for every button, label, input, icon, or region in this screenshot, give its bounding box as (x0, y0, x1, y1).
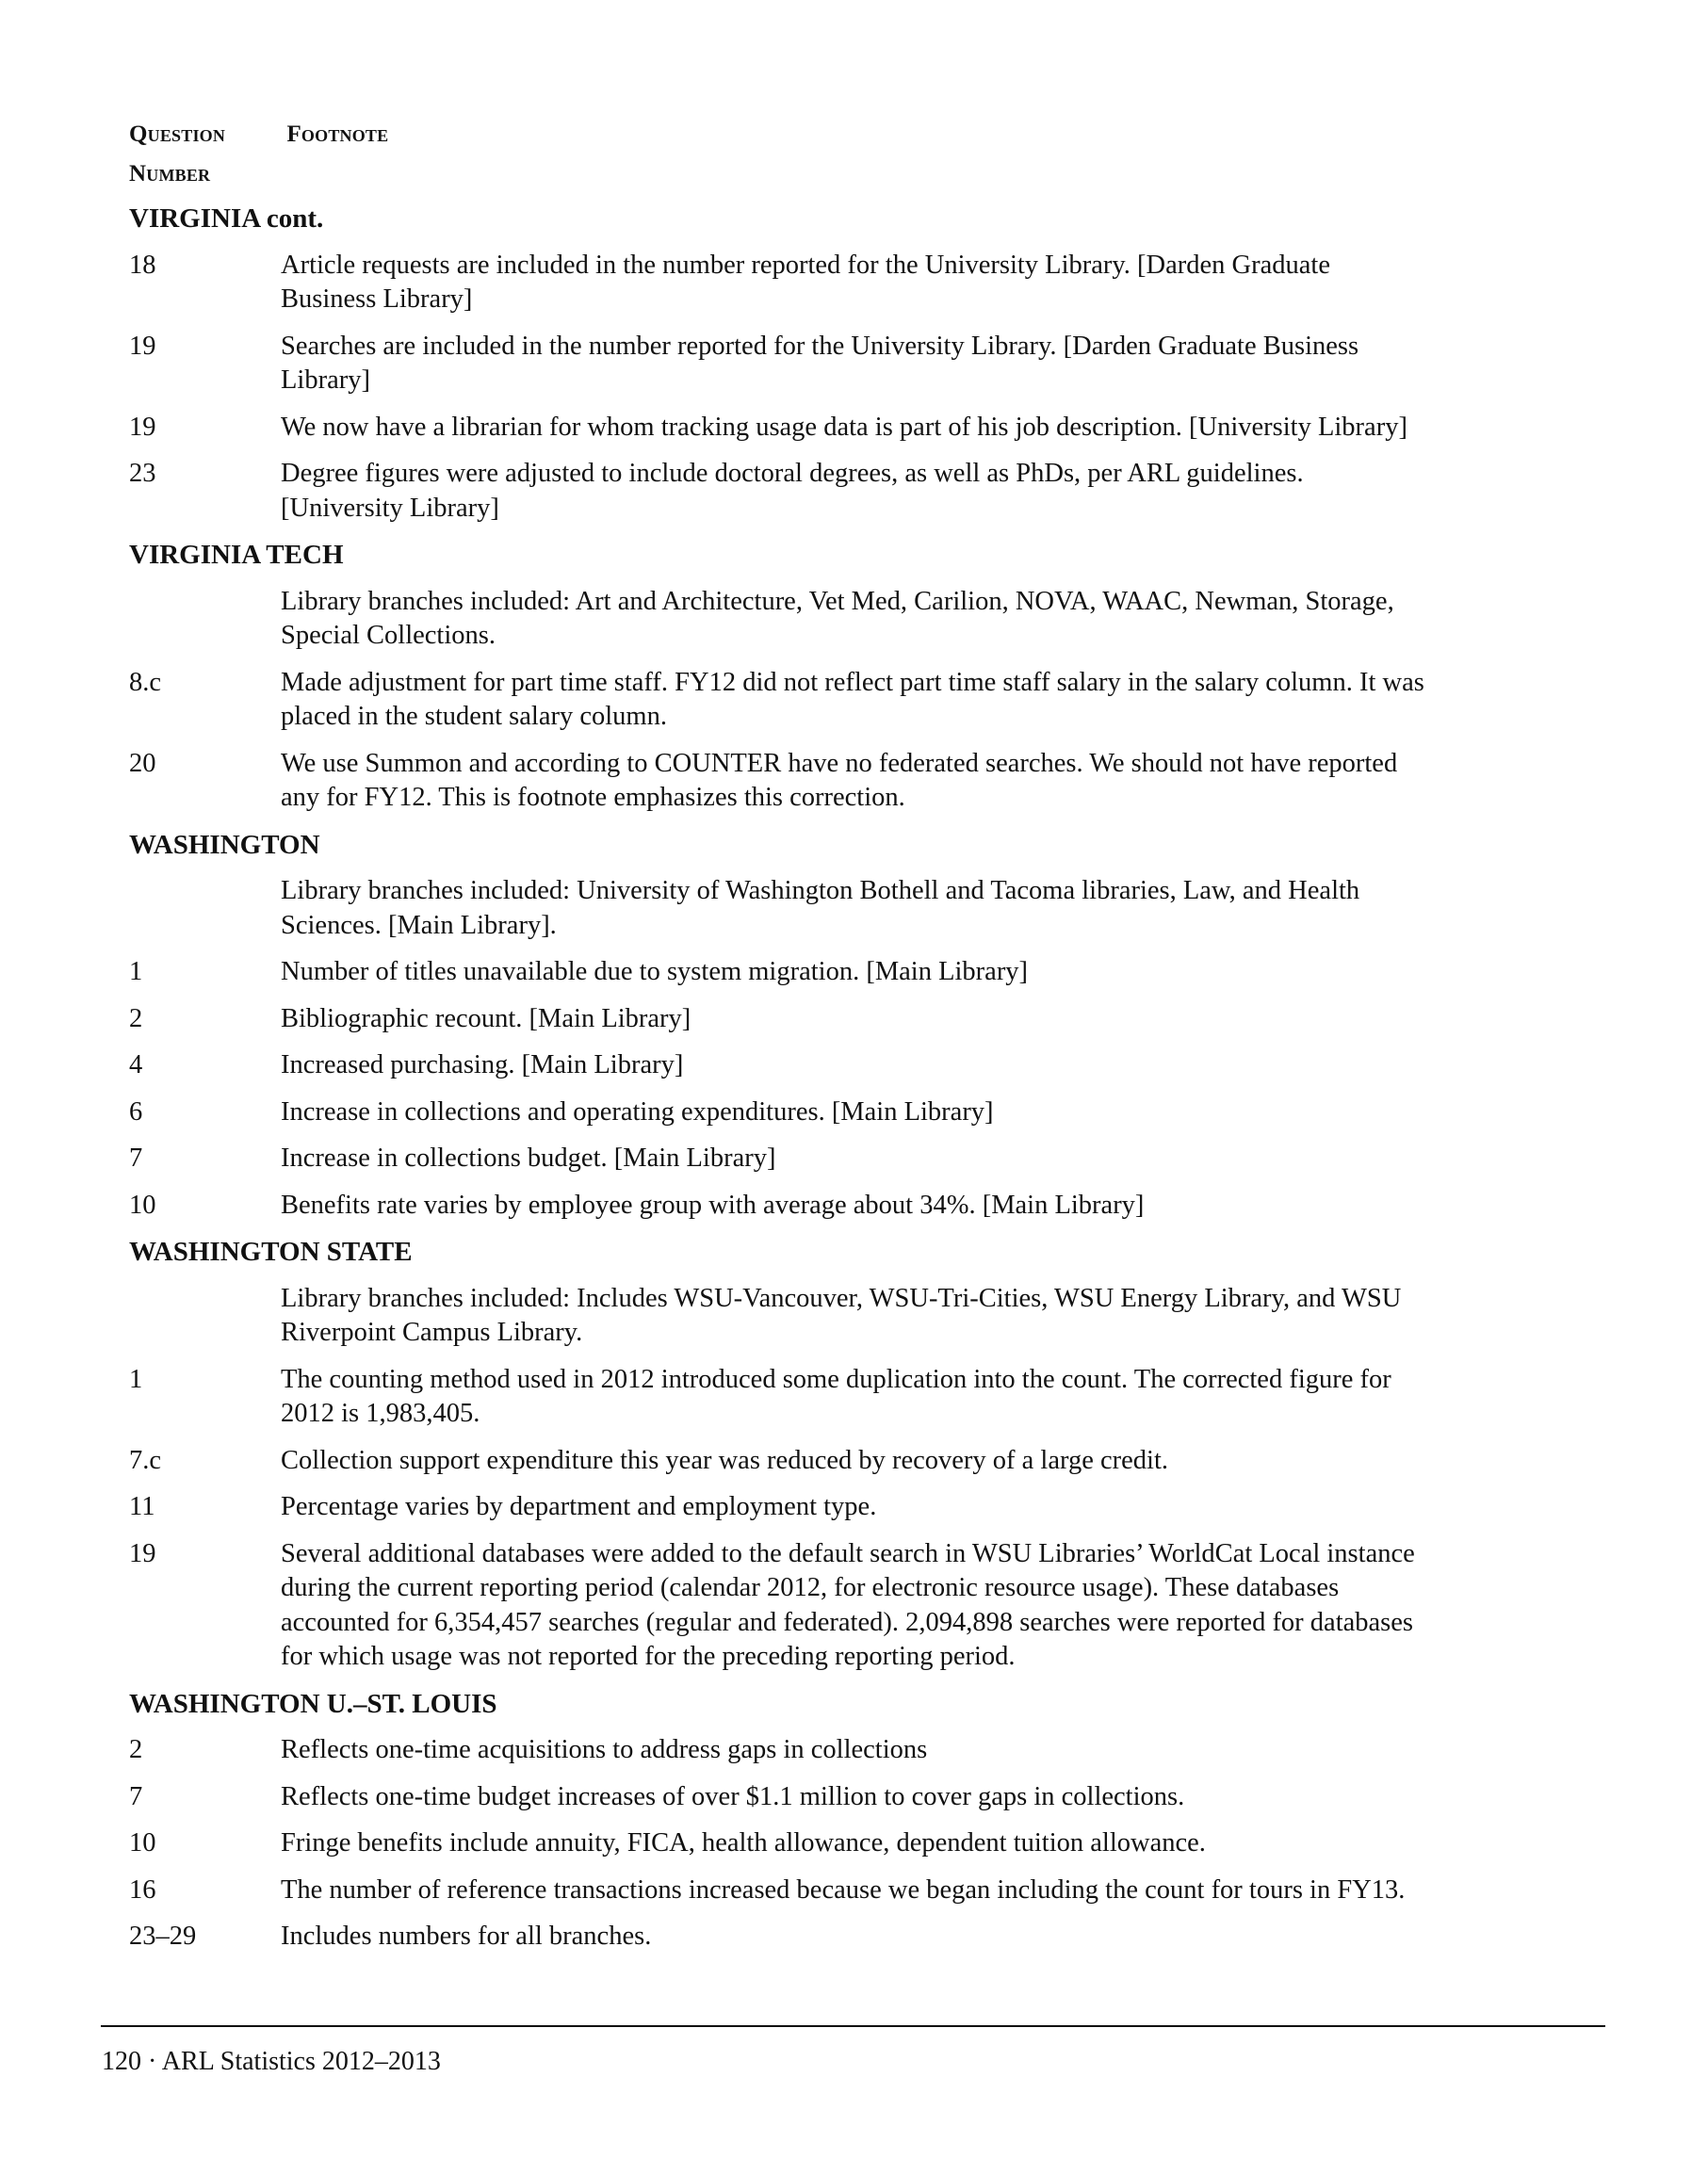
footnote-row (129, 585, 1608, 654)
question-number: 6 (129, 1096, 143, 1127)
column-headers (129, 115, 388, 194)
footnote-text (281, 457, 1608, 526)
footnote-row (129, 1002, 1608, 1037)
question-number (129, 1282, 281, 1351)
footnote-line: We now have a librarian for whom tracking usage data is part of his job description. [University Library] (281, 412, 1407, 442)
footnote-row (129, 1780, 1608, 1815)
footnotes-list (129, 202, 1608, 1967)
footnote-line: Several additional databases were added to the default search in WSU Libraries’ WorldCat Local instance (281, 1538, 1415, 1568)
footnote-line: We use Summon and according to COUNTER have no federated searches. We should not have reported (281, 748, 1398, 778)
question-number: 11 (129, 1492, 155, 1521)
footnote-row (129, 1874, 1608, 1908)
footnote-line: Increased purchasing. [Main Library] (281, 1050, 684, 1079)
footnote-row (129, 955, 1608, 990)
footnote-line: Number of titles unavailable due to system migration. [Main Library] (281, 957, 1029, 986)
footnote-text (281, 1444, 1608, 1479)
footnote-line: during the current reporting period (calendar 2012, for electronic resource usage). These databases (281, 1573, 1340, 1602)
footnote-line: Library branches included: University of Washington Bothell and Tacoma libraries, Law, and Health (281, 876, 1360, 905)
footnote-line: Collection support expenditure this year was reduced by recovery of a large credit. (281, 1445, 1169, 1475)
footnote-text (281, 411, 1608, 446)
question-number: 16 (129, 1874, 156, 1905)
question-number: 20 (129, 748, 156, 778)
footnote-text (281, 1048, 1608, 1083)
footer-divider (101, 2025, 1605, 2027)
footnote-row (129, 1920, 1608, 1955)
footnote-line: Special Collections. (281, 621, 496, 650)
footnote-row (129, 1095, 1608, 1130)
question-number: 23–29 (129, 1922, 197, 1951)
footnote-text (281, 1733, 1608, 1768)
footnote-line: Reflects one-time budget increases of over $1.1 million to cover gaps in collections. (281, 1781, 1185, 1811)
footnote-text (281, 1826, 1608, 1861)
section-heading: WASHINGTON (129, 829, 320, 860)
footnote-text (281, 1142, 1608, 1176)
footnote-line: Percentage varies by department and employment type. (281, 1492, 877, 1521)
footnote-row (129, 747, 1608, 816)
footnote-row (129, 1282, 1608, 1351)
question-number: 10 (129, 1828, 156, 1858)
question-number: 7.c (129, 1445, 162, 1475)
question-number: 2 (129, 1003, 143, 1033)
footnote-line: Sciences. [Main Library]. (281, 910, 557, 940)
footnote-text (281, 1282, 1608, 1351)
question-header-line1: Question (129, 122, 226, 147)
footnote-line: [University Library] (281, 493, 499, 523)
footnote-line: 2012 is 1,983,405. (281, 1399, 480, 1428)
footnote-row (129, 1048, 1608, 1083)
footnote-row (129, 1826, 1608, 1861)
footnote-row (129, 1537, 1608, 1675)
footnote-text (281, 1780, 1608, 1815)
footnote-row (129, 874, 1608, 943)
footnote-line: Searches are included in the number reported for the University Library. [Darden Graduate Business (281, 331, 1359, 361)
section-heading: VIRGINIA TECH (129, 540, 344, 570)
publication-title: ARL Statistics 2012–2013 (161, 2047, 441, 2076)
footnote-line: The number of reference transactions increased because we began including the count for tours in FY13. (281, 1874, 1406, 1905)
footnote-text (281, 1363, 1608, 1432)
footnote-line: Fringe benefits include annuity, FICA, health allowance, dependent tuition allowance. (281, 1828, 1206, 1858)
footnote-row (129, 1490, 1608, 1525)
footnote-line: Increase in collections and operating expenditures. [Main Library] (281, 1096, 994, 1127)
footnote-row (129, 1189, 1608, 1224)
footnote-row (129, 249, 1608, 317)
footnote-row (129, 666, 1608, 735)
question-number: 2 (129, 1735, 143, 1764)
footnote-row (129, 1142, 1608, 1176)
footnote-text (281, 1490, 1608, 1525)
footnote-line: accounted for 6,354,457 searches (regular and federated). 2,094,898 searches were reported for databases (281, 1607, 1413, 1637)
footnote-row (129, 411, 1608, 446)
question-number: 8.c (129, 667, 162, 697)
footnote-text (281, 1189, 1608, 1224)
footnote-text (281, 1920, 1608, 1955)
footnote-text (281, 874, 1608, 943)
footnote-row (129, 1363, 1608, 1432)
footnote-row (129, 1444, 1608, 1479)
question-number: 7 (129, 1781, 143, 1811)
footnote-text (281, 330, 1608, 398)
footnote-row (129, 1733, 1608, 1768)
footnote-line: Riverpoint Campus Library. (281, 1318, 583, 1347)
footnote-line: Reflects one-time acquisitions to address gaps in collections (281, 1735, 928, 1764)
question-number: 18 (129, 250, 156, 280)
footnote-line: Business Library] (281, 284, 473, 314)
footnote-text (281, 585, 1608, 654)
footnote-text (281, 666, 1608, 735)
footnote-line: The counting method used in 2012 introduced some duplication into the count. The corrected figure for (281, 1364, 1391, 1394)
question-number: 19 (129, 412, 156, 442)
footnote-line: any for FY12. This is footnote emphasizes this correction. (281, 783, 905, 812)
question-header-line2: Number (129, 161, 211, 187)
question-number: 23 (129, 459, 156, 488)
footnote-line: Library branches included: Art and Architecture, Vet Med, Carilion, NOVA, WAAC, Newman, Storage, (281, 586, 1394, 616)
question-number: 1 (129, 1364, 143, 1394)
footnote-line: Bibliographic recount. [Main Library] (281, 1003, 691, 1033)
footnote-row (129, 457, 1608, 526)
question-number: 19 (129, 1538, 156, 1568)
footer-separator: · (148, 2047, 157, 2076)
footnote-line: Increase in collections budget. [Main Library] (281, 1144, 776, 1173)
question-number: 4 (129, 1050, 143, 1079)
section-heading: VIRGINIA cont. (129, 203, 324, 234)
footnote-line: Includes numbers for all branches. (281, 1922, 652, 1951)
question-number (129, 874, 281, 943)
footnote-text (281, 1002, 1608, 1037)
footnote-line: Made adjustment for part time staff. FY12 did not reflect part time staff salary in the salary column. It was (281, 667, 1424, 697)
section-heading: WASHINGTON U.–ST. LOUIS (129, 1688, 497, 1719)
footnote-row (129, 330, 1608, 398)
question-number: 10 (129, 1190, 156, 1220)
question-number (129, 585, 281, 654)
footnote-line: for which usage was not reported for the preceding reporting period. (281, 1642, 1016, 1671)
footnote-column-header: Footnote (286, 122, 389, 147)
page-footer (102, 2046, 441, 2078)
question-number: 19 (129, 331, 156, 361)
footnote-line: Benefits rate varies by employee group with average about 34%. [Main Library] (281, 1190, 1145, 1220)
footnote-line: Article requests are included in the number reported for the University Library. [Darden Graduate (281, 250, 1330, 280)
footnote-text (281, 1537, 1608, 1675)
footnote-line: Library branches included: Includes WSU-Vancouver, WSU-Tri-Cities, WSU Energy Library, and WSU (281, 1283, 1402, 1313)
page-number: 120 (102, 2047, 141, 2076)
question-number-column-header (129, 115, 281, 194)
footnote-text (281, 955, 1608, 990)
footnote-line: placed in the student salary column. (281, 702, 667, 731)
question-number: 1 (129, 957, 143, 986)
footnote-text (281, 249, 1608, 317)
footnote-text (281, 1095, 1608, 1130)
footnote-text (281, 1874, 1608, 1908)
question-number: 7 (129, 1144, 143, 1173)
footnote-text (281, 747, 1608, 816)
footnote-line: Degree figures were adjusted to include doctoral degrees, as well as PhDs, per ARL guidelines. (281, 459, 1304, 488)
section-heading: WASHINGTON STATE (129, 1237, 413, 1267)
footnote-line: Library] (281, 365, 370, 395)
